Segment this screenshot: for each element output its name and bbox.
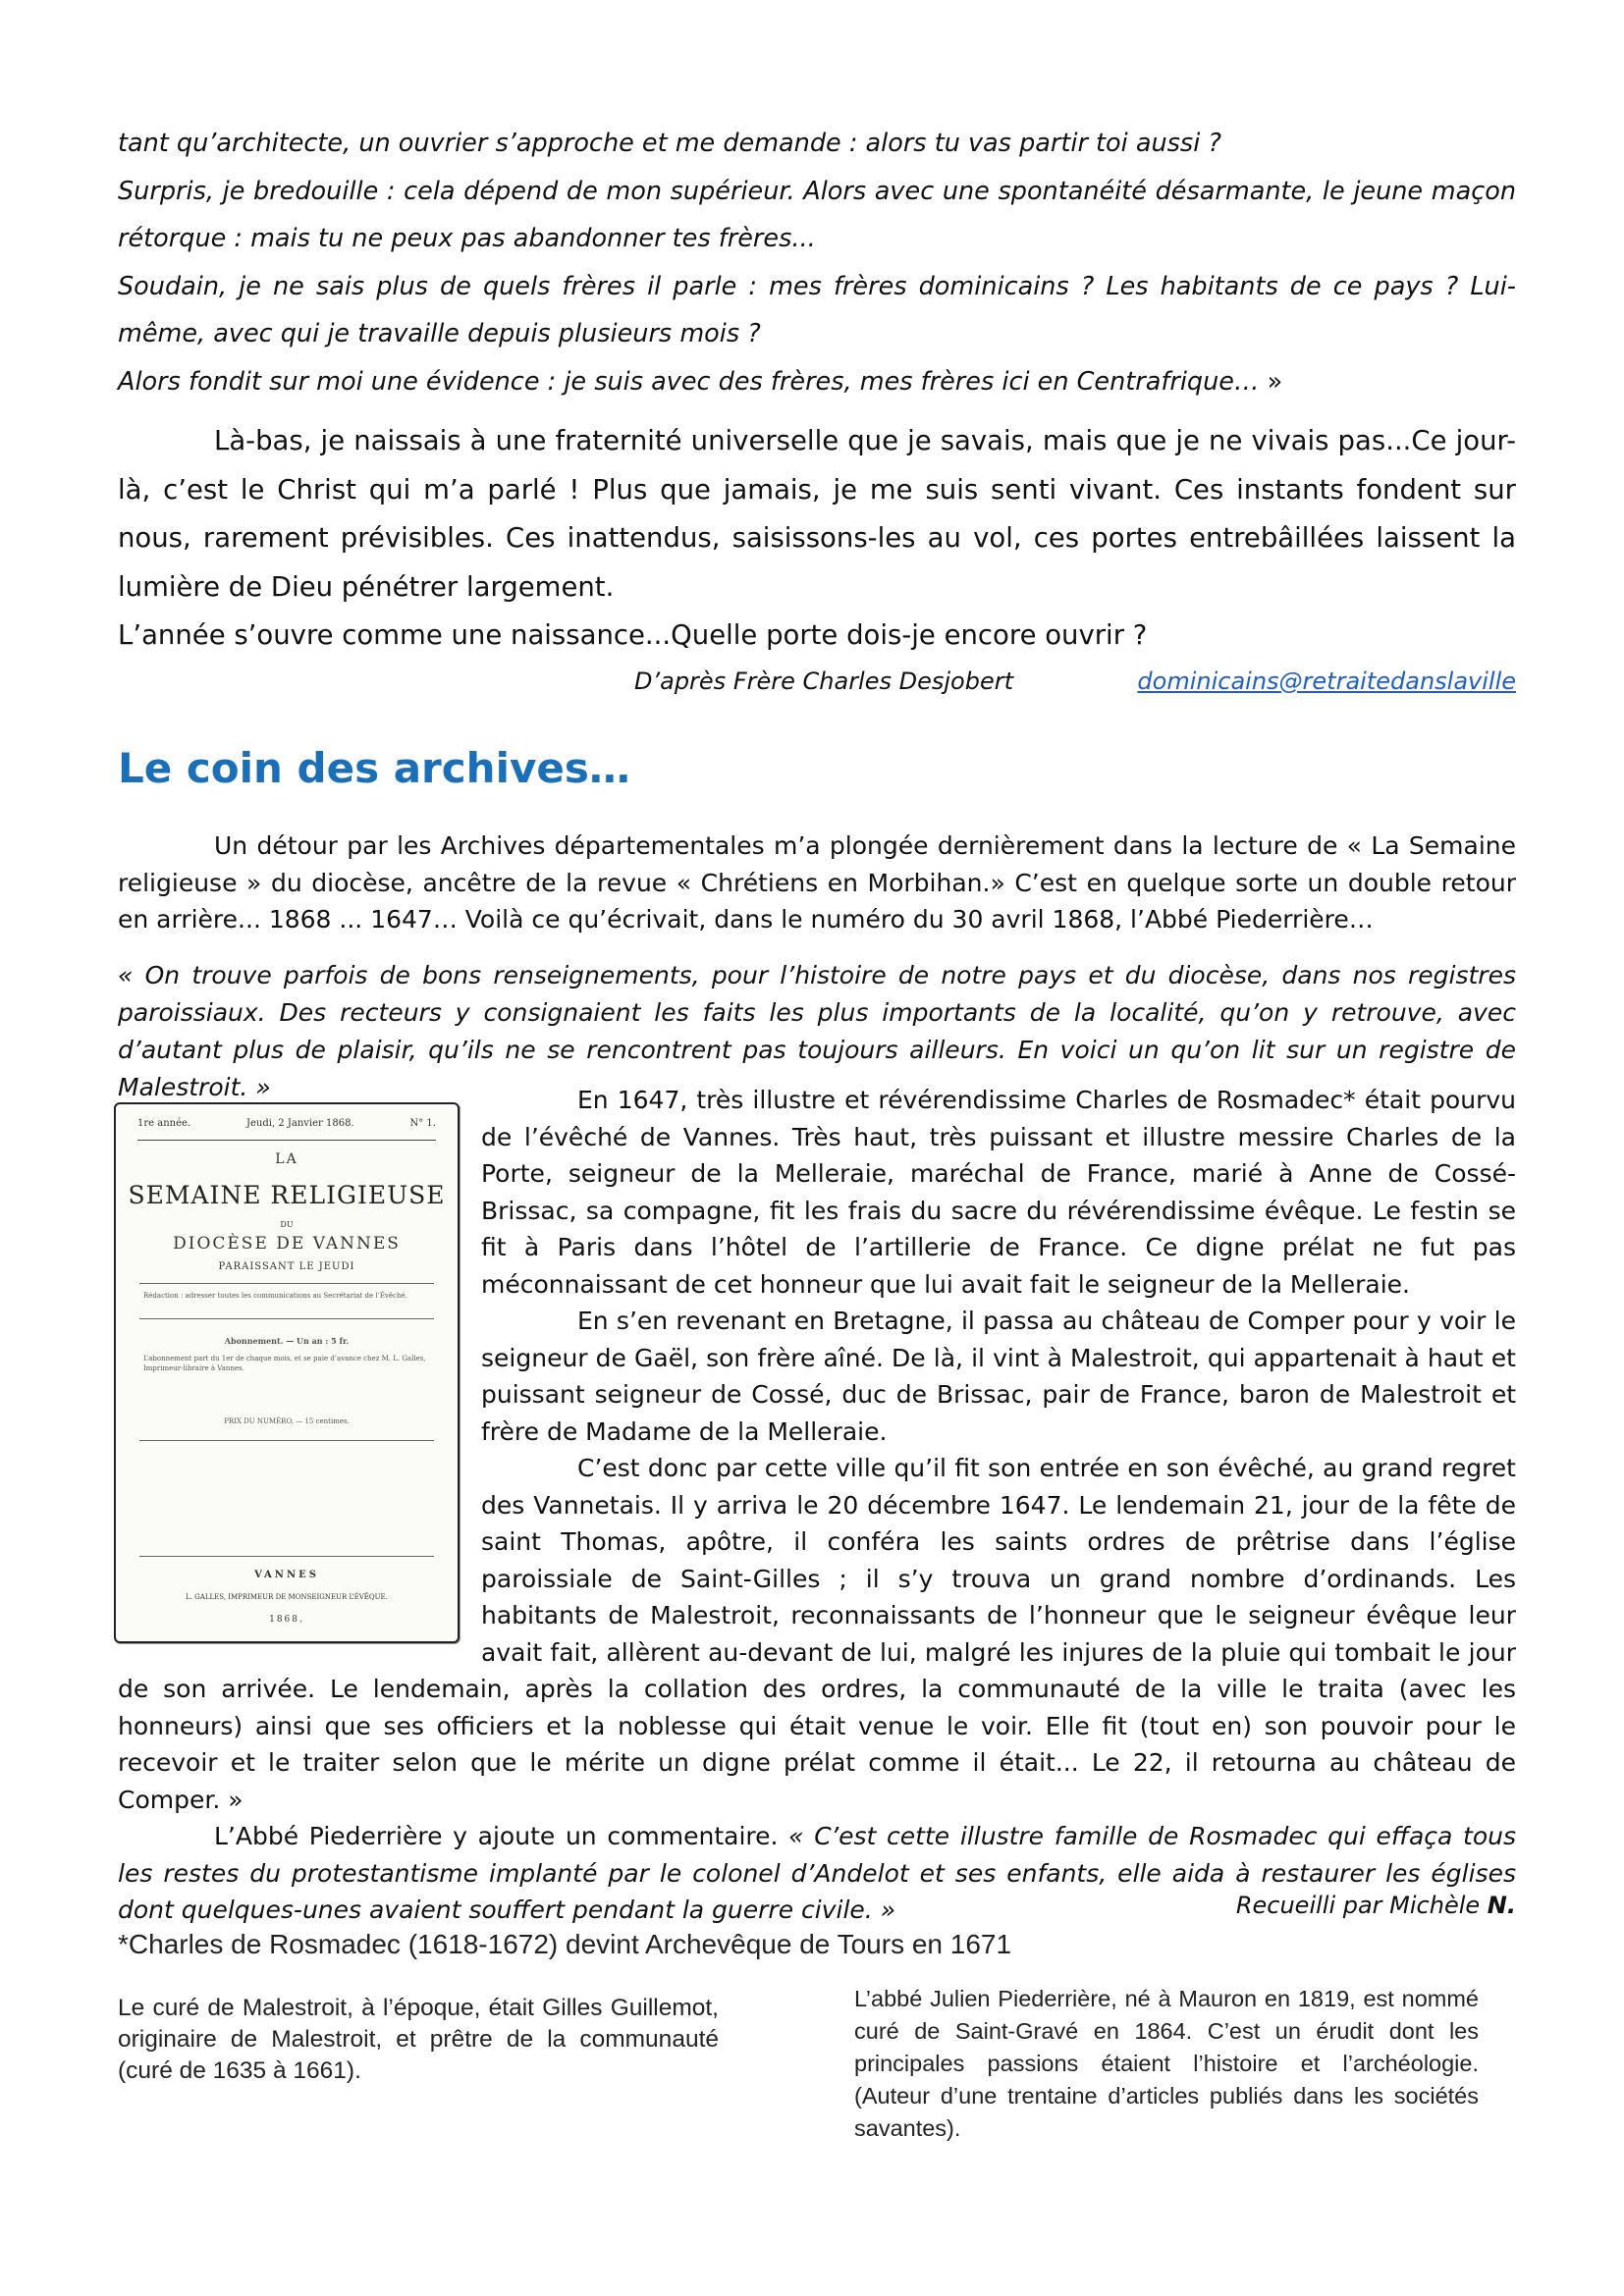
newspaper-year-label: 1re année. (137, 1118, 191, 1129)
collector-initial: N. (1487, 1892, 1516, 1919)
newspaper-du: DU (280, 1220, 294, 1229)
intro-block (118, 828, 1516, 938)
reflection-last-line: L’année s’ouvre comme une naissance...Quelle porte dois-je encore ouvrir ? (118, 619, 1148, 651)
collector-prefix: Recueilli par Michèle (1235, 1892, 1488, 1919)
newspaper-redaction: Rédaction : adresser toutes les communications au Secrétariat de l’Évêché. (143, 1292, 407, 1300)
author-credit (118, 667, 1516, 701)
dialogue-line: Soudain, je ne sais plus de quels frères il parle : mes frères dominicains ? Les habitants de ce pays ? Lui-même, avec qui je travaille depuis plusieurs mois ? (118, 271, 1516, 348)
story-comment-quote: « C’est cette illustre famille de Rosmadec qui effaça tous les restes du protestantisme implanté par le colonel d’Andelot et ses enfants, elle aida à restaurer les églises dont quelques-unes avaient souffert pendant la guerre civile. » (118, 1822, 1516, 1924)
newspaper-year: 1868. (269, 1615, 304, 1625)
image-float-space (118, 1082, 481, 1639)
dialogue-block (118, 120, 1516, 405)
newspaper-prix: PRIX DU NUMÉRO. — 15 centimes. (224, 1417, 350, 1425)
story-block (118, 1082, 1516, 1929)
newspaper-abonnement-text: L’abonnement part du 1er de chaque mois, et se paie d’avance chez M. L. Galles, Imprimeur-libraire à Vannes. (143, 1355, 426, 1372)
dialogue-line: tant qu’architecte, un ouvrier s’approche et me demande : alors tu vas partir toi aussi ? (118, 129, 1221, 158)
newspaper-abonnement: Abonnement. — Un an : 5 fr. (224, 1336, 350, 1346)
newspaper-date: Jeudi, 2 Janvier 1868. (245, 1118, 354, 1129)
closing-quote: » (1259, 366, 1283, 397)
collector-credit (1236, 1892, 1516, 1919)
story-paragraph: En 1647, très illustre et révérendissime Charles de Rosmadec* était pourvu de l’évêché de Vannes. Très haut, très puissant et illustre messire Charles de la Porte, seigneur de la Melleraie, maréchal de France, marié à Anne de Cossé-Brissac, sa compagne, fit les frais du sacre du révérendissime évêque. Le festin se fit à Paris dans l’hôtel de l’artillerie de France. Ce digne prélat ne fut pas méconnaissant de cet honneur que lui avait fait le seigneur de la Melleraie. (481, 1086, 1516, 1299)
note-right: L’abbé Julien Piederrière, né à Mauron en 1819, est nommé curé de Saint-Gravé en 1864. C’est un érudit dont les principales passions étaient l’histoire et l’archéologie. (Auteur d’une trentaine d’articles publiés dans les sociétés savantes). (854, 1986, 1479, 2141)
story-paragraph: C’est donc par cette ville qu’il fit son entrée en son évêché, au grand regret des Vannetais. Il y arriva le 20 décembre 1647. Le lendemain 21, jour de la fête de saint Thomas, apôtre, il conféra les saints ordres de prêtrise dans l’église paroissiale de Saint-Gilles ; il s’y trouva un grand nombre d’ordinands. Les habitants de Malestroit, reconnaissants de l’honneur que le seigneur évêque leur avait fait, allèrent au-devant de lui, malgré les injures de la pluie qui tombait le jour de son arrivée. Le lendemain, après la collation des ordres, la communauté de la ville le traita (avec les honneurs) ainsi que ses officiers et la noblesse qui était venue le voir. Elle fit (tout en) son pouvoir pour le recevoir et le traiter selon que le mérite un digne prélat comme il était... Le 22, il retourna au château de Comper. » (118, 1454, 1516, 1814)
footnote: *Charles de Rosmadec (1618-1672) devint Archevêque de Tours en 1671 (118, 1929, 1012, 1959)
newspaper-city: VANNES (254, 1570, 319, 1580)
quote-paragraph: « On trouve parfois de bons renseignements, pour l’histoire de notre pays et du diocèse, dans nos registres paroissiaux. Des recteurs y consignaient les faits les plus importants de la localité, qu’on y retrouve, avec d’autant plus de plaisir, qu’ils ne se rencontrent pas toujours ailleurs. En voici un qu’on lit sur un registre de Malestroit. » (118, 961, 1516, 1101)
author-name: D’après Frère Charles Desjobert (634, 667, 1014, 695)
newspaper-paraissant: PARAISSANT LE JEUDI (218, 1261, 355, 1272)
intro-paragraph: Un détour par les Archives départementales m’a plongée dernièrement dans la lecture de « La Semaine religieuse » du diocèse, ancêtre de la revue « Chrétiens en Morbihan.» C’est en quelque sorte un double retour en arrière... 1868 ... 1647… Voilà ce qu’écrivait, dans le numéro du 30 avril 1868, l’Abbé Piederrière… (118, 831, 1516, 934)
email-link[interactable]: dominicains@retraitedanslaville (1137, 667, 1516, 695)
reflection-paragraph: Là-bas, je naissais à une fraternité universelle que je savais, mais que je ne vivais pas...Ce jour-là, c’est le Christ qui m’a parlé ! Plus que jamais, je me suis senti vivant. Ces instants fondent sur nous, rarement prévisibles. Ces inattendus, saisissons-les au vol, ces portes entrebâillées laissent la lumière de Dieu pénétrer largement. (118, 425, 1516, 603)
story-comment-intro: L’Abbé Piederrière y ajoute un commentaire. (214, 1822, 789, 1850)
newspaper-number: N° 1. (409, 1118, 436, 1129)
dialogue-line: Surpris, je bredouille : cela dépend de mon supérieur. Alors avec une spontanéité désarmante, le jeune maçon rétorque : mais tu ne peux pas abandonner tes frères... (118, 176, 1516, 253)
dialogue-last-line: Alors fondit sur moi une évidence : je suis avec des frères, mes frères ici en Centrafrique… (118, 366, 1260, 397)
story-paragraph: En s’en revenant en Bretagne, il passa au château de Comper pour y voir le seigneur de Gaël, son frère aîné. De là, il vint à Malestroit, qui appartenait à haut et puissant seigneur de Cossé, duc de Brissac, pair de France, baron de Malestroit et frère de Madame de la Melleraie. (481, 1307, 1516, 1446)
newspaper-printer: L. GALLES, IMPRIMEUR DE MONSEIGNEUR L’ÉVÊQUE. (186, 1593, 388, 1601)
newspaper-title: SEMAINE RELIGIEUSE (128, 1181, 446, 1209)
newspaper-la: LA (275, 1151, 298, 1167)
newspaper-diocese: DIOCÈSE DE VANNES (173, 1234, 401, 1254)
note-left: Le curé de Malestroit, à l’époque, était Gilles Guillemot, originaire de Malestroit, et prêtre de la communauté (curé de 1635 à 1661). (118, 1995, 719, 2084)
section-heading: Le coin des archives… (118, 744, 630, 792)
reflection-block (118, 417, 1516, 661)
dialogue-line (118, 358, 1516, 406)
